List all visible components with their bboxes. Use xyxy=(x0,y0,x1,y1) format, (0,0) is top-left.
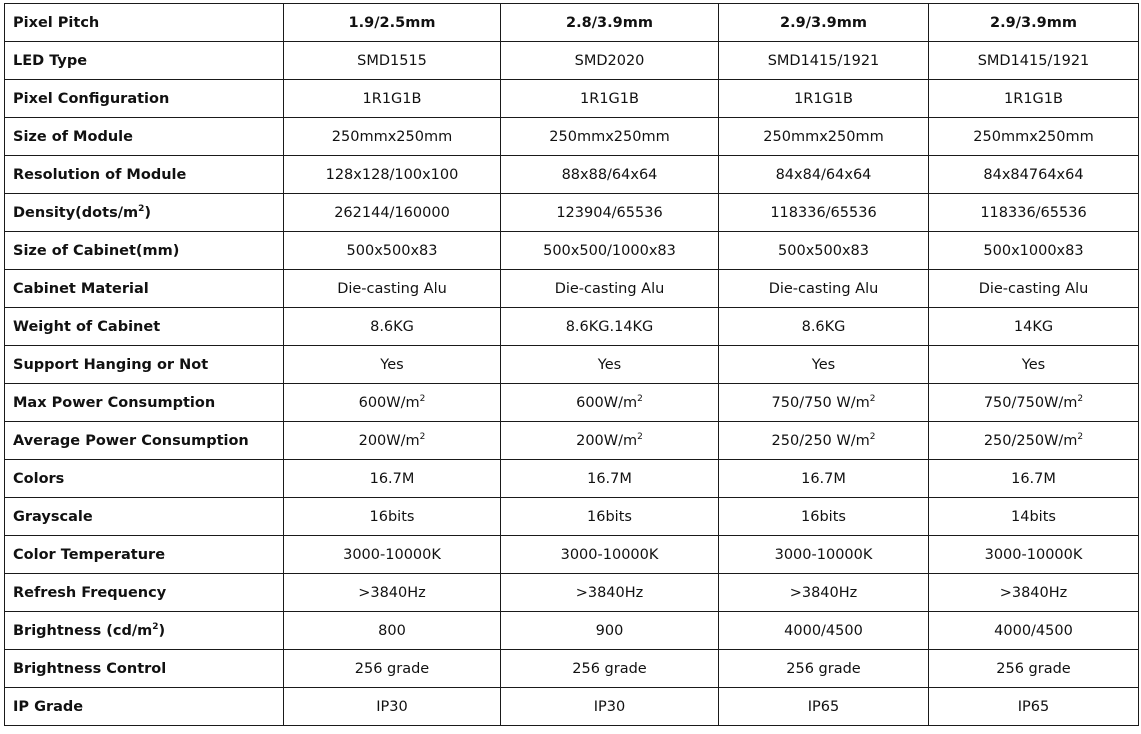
cell-value: 3000-10000K xyxy=(343,546,441,563)
cell-value: 262144/160000 xyxy=(334,204,450,221)
row-label-suffix: ) xyxy=(158,622,166,639)
cell-value: 16.7M xyxy=(587,470,632,487)
table-cell xyxy=(719,346,929,384)
table-cell xyxy=(284,574,501,612)
table-cell xyxy=(501,42,719,80)
row-label xyxy=(5,498,284,536)
table-cell xyxy=(929,270,1139,308)
cell-value: 256 grade xyxy=(572,660,647,677)
cell-superscript: 2 xyxy=(1077,431,1084,442)
table-cell xyxy=(719,194,929,232)
table-row xyxy=(5,688,1139,726)
cell-value: 3000-10000K xyxy=(984,546,1083,563)
cell-superscript: 2 xyxy=(869,393,876,404)
cell-value: 600W/m xyxy=(576,394,638,411)
table-cell xyxy=(501,498,719,536)
cell-value: 256 grade xyxy=(996,660,1071,677)
row-label xyxy=(5,194,284,232)
row-label-text: IP Grade xyxy=(13,698,84,715)
table-cell xyxy=(929,498,1139,536)
table-cell xyxy=(929,118,1139,156)
cell-value: 750/750 W/m xyxy=(771,394,870,411)
cell-value: 256 grade xyxy=(354,660,430,677)
header-column: 1.9/2.5mm xyxy=(284,4,501,42)
row-label-text: Refresh Frequency xyxy=(13,584,167,601)
table-cell xyxy=(719,612,929,650)
table-cell xyxy=(284,308,501,346)
table-cell xyxy=(929,156,1139,194)
row-label-text: Grayscale xyxy=(13,508,93,525)
table-row xyxy=(5,498,1139,536)
cell-value: 4000/4500 xyxy=(994,622,1073,639)
cell-value: 14bits xyxy=(1011,508,1056,525)
row-label xyxy=(5,346,284,384)
cell-value: IP65 xyxy=(1017,698,1050,715)
row-label-text: Pixel Configuration xyxy=(13,90,170,107)
cell-value: Yes xyxy=(1021,356,1046,373)
table-cell xyxy=(929,194,1139,232)
table-cell xyxy=(501,650,719,688)
table-row xyxy=(5,460,1139,498)
cell-value: Die-casting Alu xyxy=(978,280,1089,297)
cell-superscript: 2 xyxy=(637,393,643,404)
cell-value: >3840Hz xyxy=(999,584,1068,601)
table-cell xyxy=(284,118,501,156)
cell-value: 1R1G1B xyxy=(794,90,853,107)
row-label-text: Brightness Control xyxy=(13,660,167,677)
table-cell xyxy=(929,460,1139,498)
cell-value: 123904/65536 xyxy=(556,204,663,221)
table-cell xyxy=(501,346,719,384)
table-cell xyxy=(284,156,501,194)
cell-value: Die-casting Alu xyxy=(337,280,447,297)
row-label xyxy=(5,650,284,688)
table-cell xyxy=(719,384,929,422)
table-cell xyxy=(719,688,929,726)
table-cell xyxy=(719,156,929,194)
table-cell xyxy=(284,536,501,574)
cell-superscript: 2 xyxy=(869,431,876,442)
row-label-superscript: 2 xyxy=(152,621,159,632)
table-cell xyxy=(284,232,501,270)
table-row xyxy=(5,536,1139,574)
table-cell xyxy=(501,118,719,156)
table-row xyxy=(5,650,1139,688)
table-cell xyxy=(284,80,501,118)
row-label-text: LED Type xyxy=(13,52,88,69)
table-cell xyxy=(501,574,719,612)
cell-value: 84x84764x64 xyxy=(983,166,1084,183)
cell-value: 250mmx250mm xyxy=(763,128,884,145)
spec-table xyxy=(4,3,1139,726)
table-row xyxy=(5,156,1139,194)
table-cell xyxy=(719,270,929,308)
cell-value: 1R1G1B xyxy=(1004,90,1063,107)
row-label-text: Max Power Consumption xyxy=(13,394,216,411)
cell-value: 4000/4500 xyxy=(784,622,863,639)
cell-value: 1R1G1B xyxy=(362,90,422,107)
table-cell xyxy=(501,688,719,726)
row-label xyxy=(5,422,284,460)
header-label: Pixel Pitch xyxy=(5,4,284,42)
table-cell xyxy=(929,536,1139,574)
cell-value: 16.7M xyxy=(801,470,846,487)
cell-value: 750/750W/m xyxy=(983,394,1078,411)
cell-value: 250/250W/m xyxy=(983,432,1078,449)
table-cell xyxy=(719,650,929,688)
cell-value: 8.6KG xyxy=(801,318,846,335)
table-cell xyxy=(929,80,1139,118)
row-label xyxy=(5,80,284,118)
cell-superscript: 2 xyxy=(419,393,426,404)
table-cell xyxy=(929,612,1139,650)
cell-value: 250mmx250mm xyxy=(549,128,670,145)
table-cell xyxy=(929,574,1139,612)
cell-value: 16.7M xyxy=(369,470,415,487)
cell-value: >3840Hz xyxy=(575,584,644,601)
row-label-text: Colors xyxy=(13,470,65,487)
table-row xyxy=(5,270,1139,308)
row-label-text: Cabinet Material xyxy=(13,280,149,297)
table-cell xyxy=(284,384,501,422)
table-cell xyxy=(501,232,719,270)
row-label-text: Support Hanging or Not xyxy=(13,356,209,373)
table-cell xyxy=(284,346,501,384)
cell-value: IP65 xyxy=(807,698,840,715)
table-cell xyxy=(501,194,719,232)
cell-value: 800 xyxy=(378,622,406,639)
table-cell xyxy=(929,308,1139,346)
cell-value: Die-casting Alu xyxy=(768,280,879,297)
table-cell xyxy=(501,612,719,650)
spec-table-body xyxy=(5,42,1139,726)
cell-superscript: 2 xyxy=(419,431,426,442)
cell-value: 256 grade xyxy=(786,660,861,677)
row-label-text: Color Temperature xyxy=(13,546,166,563)
row-label-text: Weight of Cabinet xyxy=(13,318,161,335)
table-cell xyxy=(284,270,501,308)
cell-value: 900 xyxy=(595,622,624,639)
cell-value: 84x84/64x64 xyxy=(775,166,872,183)
table-cell xyxy=(719,574,929,612)
header-column: 2.9/3.9mm xyxy=(929,4,1139,42)
cell-value: SMD1415/1921 xyxy=(977,52,1090,69)
cell-value: >3840Hz xyxy=(358,584,426,601)
cell-superscript: 2 xyxy=(1077,393,1084,404)
table-cell xyxy=(284,194,501,232)
table-cell xyxy=(929,42,1139,80)
cell-value: Yes xyxy=(380,356,404,373)
row-label-text: Size of Module xyxy=(13,128,133,145)
table-row xyxy=(5,384,1139,422)
table-cell xyxy=(719,498,929,536)
cell-value: 3000-10000K xyxy=(560,546,659,563)
table-cell xyxy=(501,384,719,422)
table-cell xyxy=(284,422,501,460)
cell-value: 200W/m xyxy=(576,432,638,449)
row-label xyxy=(5,156,284,194)
cell-value: 250mmx250mm xyxy=(331,128,453,145)
row-label xyxy=(5,536,284,574)
cell-value: 600W/m xyxy=(358,394,420,411)
table-row xyxy=(5,308,1139,346)
row-label xyxy=(5,460,284,498)
table-cell xyxy=(284,498,501,536)
cell-value: 118336/65536 xyxy=(770,204,877,221)
cell-value: 250mmx250mm xyxy=(973,128,1094,145)
cell-value: 500x500/1000x83 xyxy=(543,242,676,259)
table-row xyxy=(5,422,1139,460)
row-label-superscript: 2 xyxy=(138,203,145,214)
cell-value: 1R1G1B xyxy=(580,90,639,107)
cell-value: 250/250 W/m xyxy=(771,432,870,449)
cell-value: 500x500x83 xyxy=(346,242,438,259)
table-cell xyxy=(501,270,719,308)
table-row xyxy=(5,232,1139,270)
cell-value: 128x128/100x100 xyxy=(325,166,459,183)
cell-value: 500x1000x83 xyxy=(983,242,1084,259)
header-row xyxy=(5,4,1139,42)
table-cell xyxy=(501,460,719,498)
row-label xyxy=(5,574,284,612)
cell-value: 88x88/64x64 xyxy=(561,166,658,183)
row-label-suffix: ) xyxy=(144,204,152,221)
cell-value: >3840Hz xyxy=(789,584,858,601)
cell-value: 16bits xyxy=(587,508,632,525)
cell-value: IP30 xyxy=(376,698,408,715)
cell-value: SMD1415/1921 xyxy=(767,52,880,69)
table-cell xyxy=(719,422,929,460)
row-label xyxy=(5,118,284,156)
cell-value: 200W/m xyxy=(358,432,420,449)
table-row xyxy=(5,80,1139,118)
row-label xyxy=(5,308,284,346)
table-cell xyxy=(284,612,501,650)
row-label-text: Density(dots/m xyxy=(13,204,139,221)
row-label-text: Size of Cabinet(mm) xyxy=(13,242,180,259)
row-label-text: Resolution of Module xyxy=(13,166,187,183)
cell-value: 8.6KG xyxy=(370,318,414,335)
table-row xyxy=(5,346,1139,384)
table-cell xyxy=(719,42,929,80)
table-cell xyxy=(719,232,929,270)
table-row xyxy=(5,612,1139,650)
table-cell xyxy=(719,460,929,498)
row-label xyxy=(5,688,284,726)
table-cell xyxy=(284,650,501,688)
table-cell xyxy=(929,384,1139,422)
cell-value: 16.7M xyxy=(1011,470,1056,487)
cell-value: Yes xyxy=(811,356,836,373)
table-cell xyxy=(719,80,929,118)
table-cell xyxy=(929,422,1139,460)
cell-value: Die-casting Alu xyxy=(554,280,665,297)
cell-value: 16bits xyxy=(369,508,415,525)
cell-value: SMD2020 xyxy=(574,52,645,69)
table-cell xyxy=(719,536,929,574)
spec-table-head xyxy=(5,4,1139,42)
cell-value: 14KG xyxy=(1013,318,1054,335)
table-row xyxy=(5,42,1139,80)
header-column: 2.8/3.9mm xyxy=(501,4,719,42)
table-row xyxy=(5,194,1139,232)
cell-value: 3000-10000K xyxy=(774,546,873,563)
row-label-text: Average Power Consumption xyxy=(13,432,249,449)
table-row xyxy=(5,574,1139,612)
table-cell xyxy=(929,650,1139,688)
row-label-text: Brightness (cd/m xyxy=(13,622,153,639)
row-label xyxy=(5,232,284,270)
table-cell xyxy=(929,346,1139,384)
cell-superscript: 2 xyxy=(637,431,643,442)
row-label xyxy=(5,612,284,650)
cell-value: Yes xyxy=(597,356,622,373)
cell-value: IP30 xyxy=(593,698,626,715)
table-row xyxy=(5,118,1139,156)
cell-value: 500x500x83 xyxy=(778,242,869,259)
table-cell xyxy=(284,460,501,498)
cell-value: 8.6KG.14KG xyxy=(565,318,654,335)
header-column: 2.9/3.9mm xyxy=(719,4,929,42)
cell-value: 118336/65536 xyxy=(980,204,1087,221)
table-cell xyxy=(501,308,719,346)
table-cell xyxy=(719,308,929,346)
table-cell xyxy=(929,688,1139,726)
table-cell xyxy=(284,42,501,80)
table-cell xyxy=(501,422,719,460)
table-cell xyxy=(501,536,719,574)
cell-value: 16bits xyxy=(801,508,846,525)
cell-value: SMD1515 xyxy=(357,52,427,69)
table-cell xyxy=(929,232,1139,270)
table-cell xyxy=(284,688,501,726)
table-cell xyxy=(501,156,719,194)
table-cell xyxy=(719,118,929,156)
row-label xyxy=(5,42,284,80)
row-label xyxy=(5,384,284,422)
row-label xyxy=(5,270,284,308)
table-cell xyxy=(501,80,719,118)
